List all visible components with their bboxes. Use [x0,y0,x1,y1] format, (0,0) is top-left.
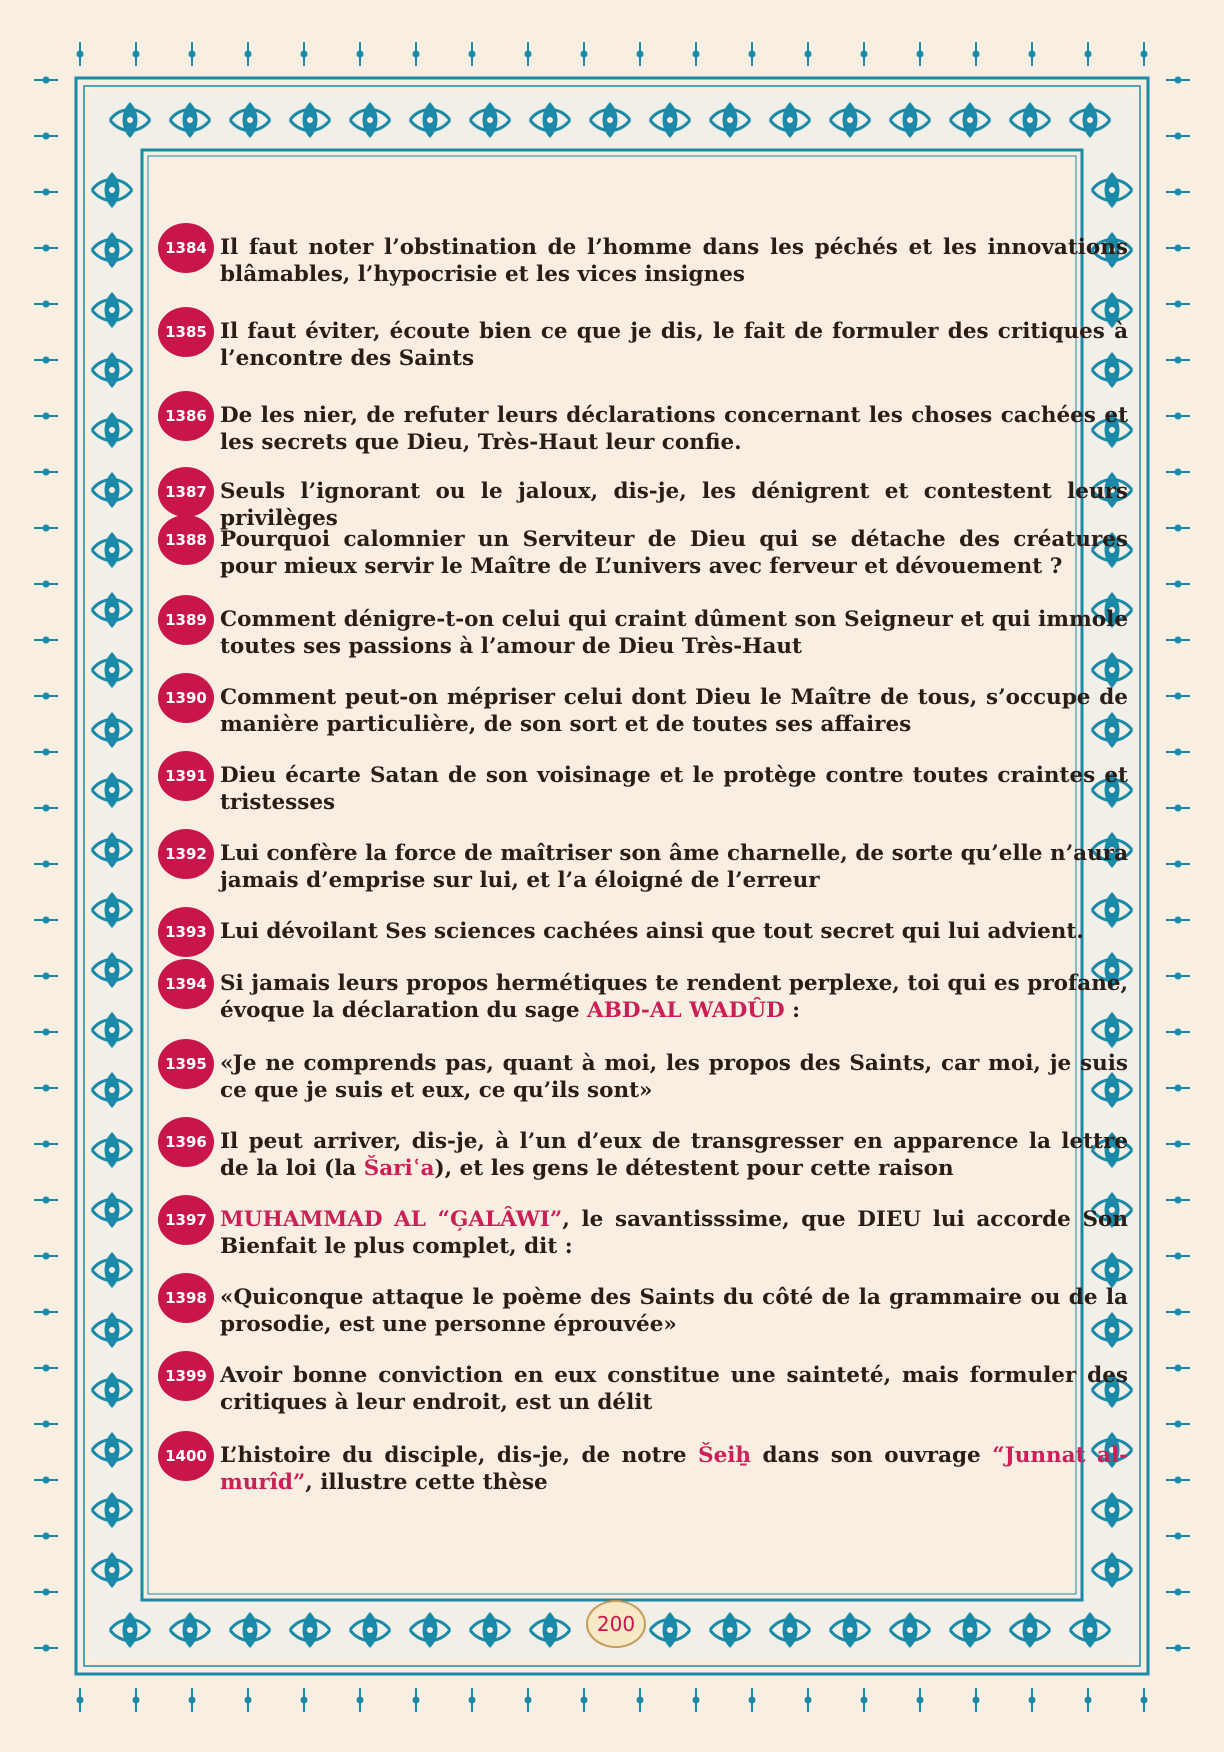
verse-text: De les nier, de refuter leurs déclarations concernant les choses cachées et les secrets que Dieu, Très-Haut leur confie. [220,403,1128,455]
verse-number-badge: 1399 [158,1351,214,1401]
verse-text: dans son ouvrage [751,1443,993,1468]
verse-1400 [158,1442,1128,1496]
verse-number-badge: 1393 [158,907,214,957]
verse-1388 [158,526,1128,580]
highlighted-name: MUHAMMAD AL “ĢALÂWI” [220,1207,563,1232]
verse-1393 [158,918,1128,945]
verse-text: Il peut arriver, dis-je, à l’un d’eux de transgresser en apparence la lettre de la loi (la [220,1129,1128,1181]
verse-text: Si jamais leurs propos hermétiques te rendent perplexe, toi qui es profane, évoque la déclaration du sage [220,971,1128,1023]
verse-1398 [158,1284,1128,1338]
verse-1392 [158,840,1128,894]
verse-text: ), et les gens le détestent pour cette raison [434,1156,954,1181]
verse-text: Dieu écarte Satan de son voisinage et le protège contre toutes craintes et tristesses [220,763,1128,815]
verse-1396 [158,1128,1128,1182]
verse-number-badge: 1396 [158,1117,214,1167]
verse-text: Lui confère la force de maîtriser son âme charnelle, de sorte qu’elle n’aura jamais d’emprise sur lui, et l’a éloigné de l’erreur [220,841,1128,893]
verse-number-badge: 1394 [158,959,214,1009]
verse-1386 [158,402,1128,456]
verse-text: Pourquoi calomnier un Serviteur de Dieu qui se détache des créatures pour mieux servir le Maître de L’univers avec ferveur et dévouement ? [220,527,1128,579]
verse-number-badge: 1391 [158,751,214,801]
verse-number-badge: 1390 [158,673,214,723]
verse-number-badge: 1395 [158,1039,214,1089]
verse-text: «Je ne comprends pas, quant à moi, les propos des Saints, car moi, je suis ce que je suis et eux, ce qu’ils sont» [220,1051,1128,1103]
verse-text: L’histoire du disciple, dis-je, de notre [220,1443,699,1468]
verse-number-badge: 1392 [158,829,214,879]
verse-text: : [784,998,801,1023]
verse-number-badge: 1387 [158,467,214,517]
verse-text: Comment peut-on mépriser celui dont Dieu le Maître de tous, s’occupe de manière particulière, de son sort et de toutes ses affaires [220,685,1128,737]
verse-1397 [158,1206,1128,1260]
verse-text: , illustre cette thèse [305,1470,548,1495]
verse-text: Comment dénigre-t-on celui qui craint dûment son Seigneur et qui immole toutes ses passions à l’amour de Dieu Très-Haut [220,607,1128,659]
verse-number-badge: 1400 [158,1431,214,1481]
verse-text: Il faut éviter, écoute bien ce que je dis, le fait de formuler des critiques à l’encontre des Saints [220,319,1128,371]
verse-text: «Quiconque attaque le poème des Saints du côté de la grammaire ou de la prosodie, est une personne éprouvée» [220,1285,1128,1337]
verse-text: Il faut noter l’obstination de l’homme dans les péchés et les innovations blâmables, l’hypocrisie et les vices insignes [220,235,1128,287]
verse-1394 [158,970,1128,1024]
verse-1389 [158,606,1128,660]
verse-number-badge: 1386 [158,391,214,441]
verse-number-badge: 1398 [158,1273,214,1323]
highlighted-name: “Junnat al-murîd” [220,1443,1128,1495]
page-number: 200 [586,1600,646,1648]
verse-1399 [158,1362,1128,1416]
highlighted-name: ABD-AL WADÛD [587,998,785,1023]
verse-1387 [158,478,1128,532]
verse-number-badge: 1384 [158,223,214,273]
verse-number-badge: 1397 [158,1195,214,1245]
verse-1384 [158,234,1128,288]
verse-text: Lui dévoilant Ses sciences cachées ainsi que tout secret qui lui advient. [220,919,1084,944]
highlighted-name: Šariʿa [363,1156,435,1181]
highlighted-name: Šeiẖ [698,1443,752,1468]
verse-text: Seuls l’ignorant ou le jaloux, dis-je, les dénigrent et contestent leurs privilèges [220,479,1128,531]
verse-1395 [158,1050,1128,1104]
verse-1385 [158,318,1128,372]
verse-text: Avoir bonne conviction en eux constitue une sainteté, mais formuler des critiques à leur endroit, est un délit [220,1363,1128,1415]
verse-1390 [158,684,1128,738]
verse-number-badge: 1385 [158,307,214,357]
verse-number-badge: 1388 [158,515,214,565]
verse-1391 [158,762,1128,816]
verse-number-badge: 1389 [158,595,214,645]
verse-text: , le savantisssime, que DIEU lui accorde Son Bienfait le plus complet, dit : [220,1207,1129,1259]
